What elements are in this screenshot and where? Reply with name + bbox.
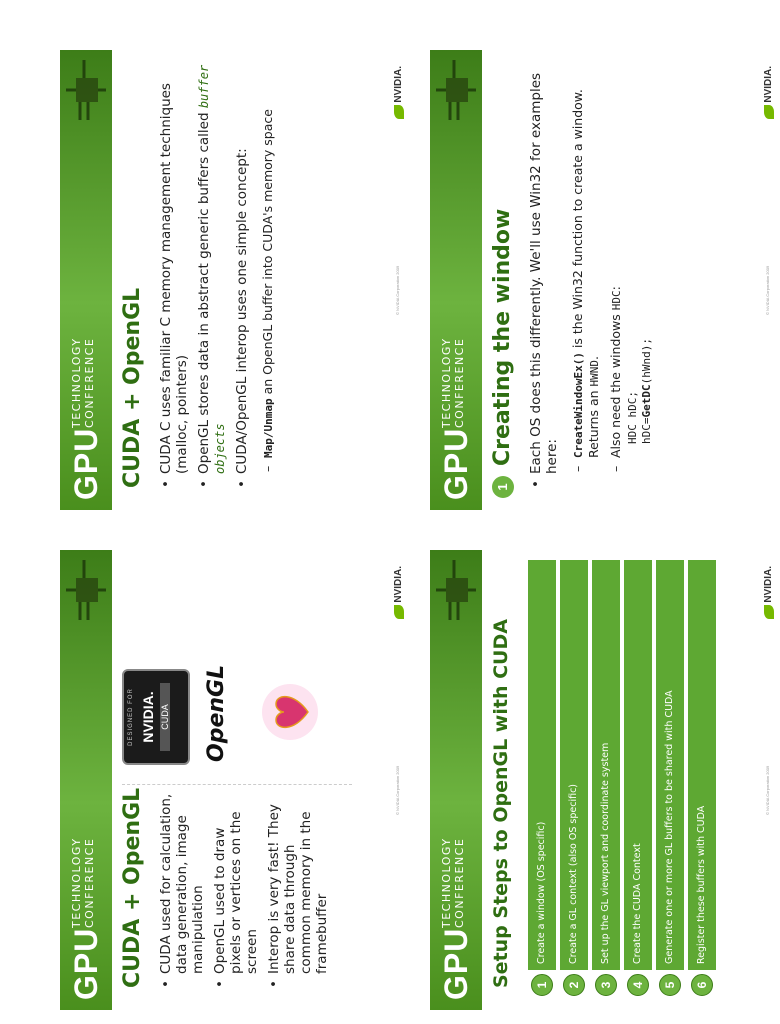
- conference-line-2: CONFERENCE: [453, 837, 466, 928]
- dashed-divider: [122, 783, 352, 785]
- heart-render-image: [260, 682, 320, 742]
- getdc-code: GetDC: [640, 384, 653, 418]
- sub-bullet-text: is the Win32 function to create a window. Returns an: [570, 89, 601, 458]
- map-unmap-term: Map/Unmap: [262, 398, 275, 458]
- gpu-logo-text: GPU: [438, 427, 474, 500]
- slide-title: Setup Steps to OpenGL with CUDA: [490, 619, 512, 988]
- code-line: [640, 64, 654, 444]
- gpu-logo-text: GPU: [438, 927, 474, 1000]
- bullet-text: OpenGL stores data in abstract generic buffers called: [196, 108, 212, 474]
- nvidia-eye-icon: [764, 605, 774, 619]
- code-text: (hWnd);: [640, 338, 653, 385]
- chip-graphic-icon: [66, 60, 106, 120]
- hwnd-code: HWND: [588, 359, 601, 387]
- code-text: hDC=: [640, 417, 653, 444]
- conference-line-2: CONFERENCE: [453, 337, 466, 428]
- copyright-text: © NVIDIA Corporation 2009: [765, 265, 770, 315]
- gtc-header-band: [430, 50, 482, 510]
- step-item: [656, 560, 684, 989]
- step-number: 4: [627, 974, 649, 996]
- sub-bullet-item: [260, 64, 276, 488]
- step-text: Create a window (OS specific): [528, 560, 556, 970]
- chip-graphic-icon: [436, 560, 476, 620]
- sub-bullet-end: :: [608, 286, 623, 291]
- sub-bullet-list: [570, 64, 654, 488]
- step-item: [688, 560, 716, 989]
- step-item: [560, 560, 588, 989]
- slide-title: Creating the window: [490, 208, 515, 466]
- step-text: Set up the GL viewport and coordinate system: [592, 560, 620, 970]
- step-text: Create a GL context (also OS specific): [560, 560, 588, 970]
- nvidia-eye-icon: [764, 105, 774, 119]
- sub-bullet-text: an OpenGL buffer into CUDA's memory space: [260, 109, 275, 399]
- step-number: 5: [659, 974, 681, 996]
- step-item: [528, 560, 556, 989]
- hdc-code: HDC: [610, 290, 623, 311]
- nvidia-logo: [393, 566, 404, 619]
- bullet-list: [158, 790, 336, 988]
- slide-title: CUDA + OpenGL: [120, 287, 145, 488]
- steps-list: [528, 560, 720, 989]
- bullet-item: [196, 64, 228, 488]
- gtc-header-band: [60, 50, 112, 510]
- bullet-item: • Interop is very fast! They share data through common memory in the framebuffer: [266, 790, 330, 988]
- badge-line-3: CUDA: [160, 683, 170, 751]
- createwindowex-code: CreateWindowEx(): [572, 352, 585, 458]
- gtc-header-band: [430, 550, 482, 1010]
- conference-line-1: TECHNOLOGY: [70, 837, 83, 928]
- bullet-item: • Each OS does this differently. We'll use Win32 for examples here:: [528, 64, 560, 488]
- slide-cuda-opengl-intro: [60, 550, 410, 1010]
- chip-graphic-icon: [436, 60, 476, 120]
- step-text: Create the CUDA Context: [624, 560, 652, 970]
- step-number: 6: [691, 974, 713, 996]
- code-line: HDC hDC;: [626, 391, 639, 444]
- nvidia-eye-icon: [394, 605, 404, 619]
- sub-bullet-item: [608, 64, 624, 488]
- buffer-objects-term: buffer objects: [197, 64, 227, 474]
- step-item: [592, 560, 620, 989]
- sub-bullet-list: [260, 64, 282, 488]
- nvidia-logo: [763, 566, 774, 619]
- badge-line-2: NVIDIA.: [140, 691, 156, 743]
- conference-name: [440, 837, 466, 928]
- step-text: Register these buffers with CUDA: [688, 560, 716, 970]
- code-block: [626, 64, 654, 488]
- conference-line-1: TECHNOLOGY: [70, 337, 83, 428]
- conference-name: [70, 337, 96, 428]
- gpu-logo-text: GPU: [68, 427, 104, 500]
- chip-graphic-icon: [66, 560, 106, 620]
- gpu-logo-text: GPU: [68, 927, 104, 1000]
- step-item: [624, 560, 652, 989]
- conference-line-1: TECHNOLOGY: [440, 337, 453, 428]
- conference-line-2: CONFERENCE: [83, 837, 96, 928]
- step-number-badge: 1: [492, 476, 514, 498]
- badge-line-1: DESIGNED FOR: [128, 688, 134, 746]
- nvidia-logo: [763, 66, 774, 119]
- sub-bullet-item: [570, 64, 602, 488]
- step-number: 3: [595, 974, 617, 996]
- copyright-text: © NVIDIA Corporation 2009: [765, 765, 770, 815]
- step-number: 2: [563, 974, 585, 996]
- nvidia-wordmark: NVIDIA.: [763, 66, 774, 103]
- step-text: Generate one or more GL buffers to be shared with CUDA: [656, 560, 684, 970]
- bullet-item: • CUDA C uses familiar C memory management techniques (malloc, pointers): [158, 64, 190, 488]
- sub-bullet-text: Also need the windows: [608, 310, 623, 458]
- nvidia-wordmark: NVIDIA.: [393, 566, 404, 603]
- bullet-item: • CUDA used for calculation, data generation, image manipulation: [158, 790, 206, 988]
- gtc-header-band: [60, 550, 112, 1010]
- opengl-logo: OpenGL: [204, 664, 229, 762]
- conference-line-2: CONFERENCE: [83, 337, 96, 428]
- slide-title: CUDA + OpenGL: [120, 787, 145, 988]
- bullet-item: • CUDA/OpenGL interop uses one simple concept:: [234, 64, 250, 488]
- conference-line-1: TECHNOLOGY: [440, 837, 453, 928]
- conference-name: [70, 837, 96, 928]
- bullet-list: [528, 64, 566, 488]
- sub-bullet-end: .: [586, 355, 601, 360]
- nvidia-wordmark: NVIDIA.: [393, 66, 404, 103]
- bullet-list: [158, 64, 256, 488]
- designed-for-cuda-badge: [122, 669, 190, 765]
- step-number: 1: [531, 974, 553, 996]
- copyright-text: © NVIDIA Corporation 2009: [395, 265, 400, 315]
- slide-creating-window: [430, 50, 780, 510]
- nvidia-logo: [393, 66, 404, 119]
- conference-name: [440, 337, 466, 428]
- slide-cuda-opengl-memory: [60, 50, 410, 510]
- slide-setup-steps: [430, 550, 780, 1010]
- nvidia-wordmark: NVIDIA.: [763, 566, 774, 603]
- nvidia-eye-icon: [394, 105, 404, 119]
- copyright-text: © NVIDIA Corporation 2009: [395, 765, 400, 815]
- bullet-item: • OpenGL used to draw pixels or vertices on the screen: [212, 790, 260, 988]
